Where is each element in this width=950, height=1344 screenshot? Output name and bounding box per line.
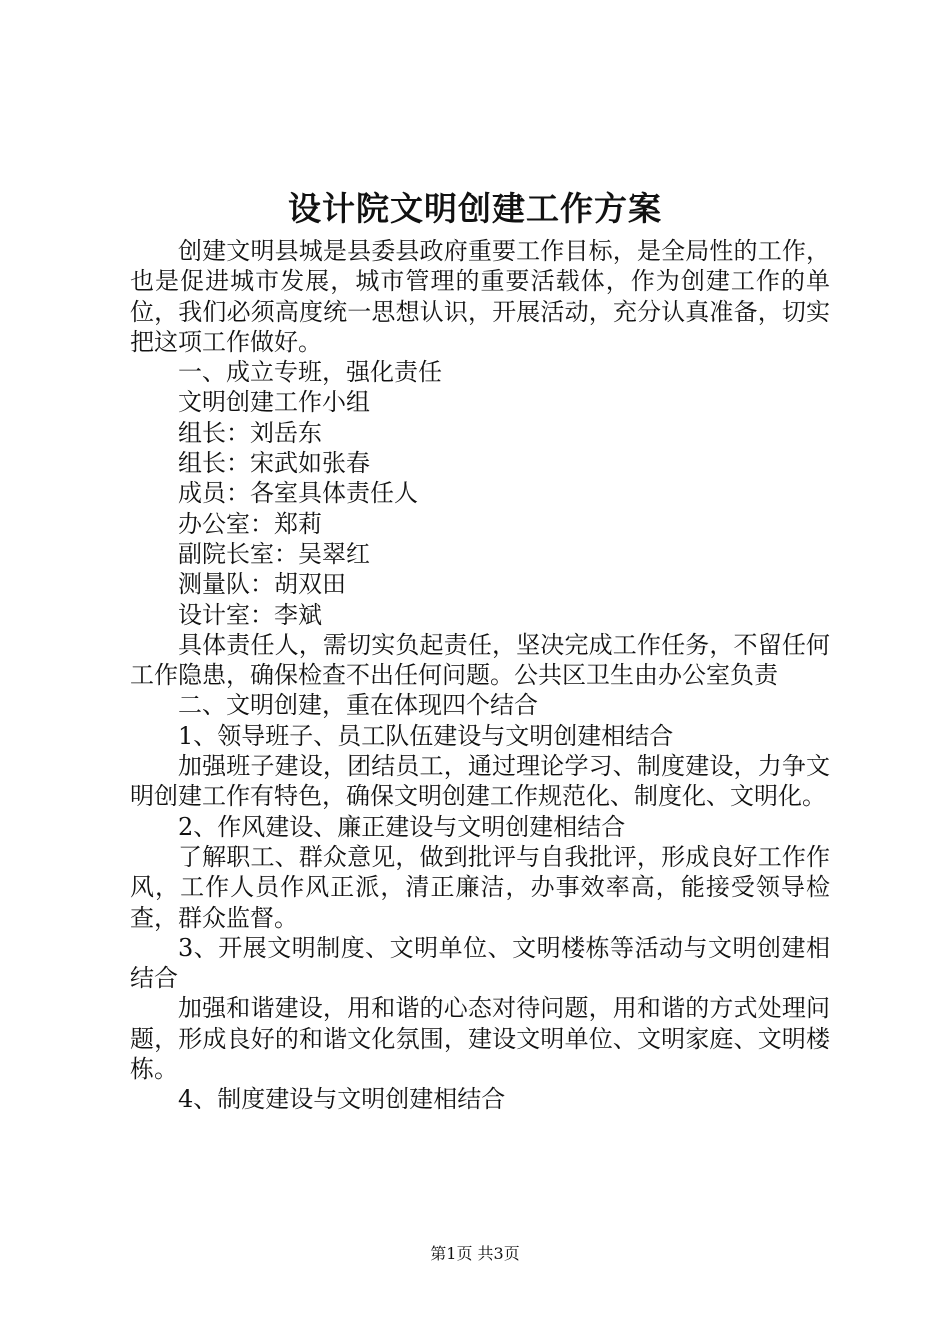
member-line: 副院长室：吴翠红: [178, 539, 370, 568]
member-line: 组长：宋武如张春: [178, 449, 370, 478]
section-heading-1: 一、成立专班，强化责任: [178, 358, 442, 387]
paragraph-body: 加强班子建设，团结员工，通过理论学习、制度建设，力争文明创建工作有特色，确保文明创建工作规范化、制度化、文明化。: [130, 752, 830, 811]
page-number: 第1页 共3页: [430, 1244, 520, 1263]
member-line: 组长：刘岳东: [178, 418, 322, 447]
paragraph-body: 加强和谐建设，用和谐的心态对待问题，用和谐的方式处理问题，形成良好的和谐文化氛围，建设文明单位、文明家庭、文明楼栋。: [130, 994, 830, 1084]
subsection-heading: 2、作风建设、廉正建设与文明创建相结合: [178, 812, 626, 841]
document-body: [130, 236, 830, 1115]
section-heading-2: 二、文明创建，重在体现四个结合: [178, 691, 538, 720]
member-line: 成员：各室具体责任人: [178, 479, 418, 508]
subsection-heading: 4、制度建设与文明创建相结合: [178, 1085, 506, 1114]
document-title: 设计院文明创建工作方案: [288, 189, 662, 228]
group-name: 文明创建工作小组: [178, 388, 370, 417]
subsection-heading: 1、领导班子、员工队伍建设与文明创建相结合: [178, 721, 674, 750]
paragraph-responsibility: 具体责任人，需切实负起责任，坚决完成工作任务，不留任何工作隐患，确保检查不出任何问题。公共区卫生由办公室负责: [130, 630, 830, 690]
member-line: 办公室：郑莉: [178, 509, 322, 538]
subsection-heading: 3、开展文明制度、文明单位、文明楼栋等活动与文明创建相结合: [130, 933, 830, 993]
member-line: 测量队：胡双田: [178, 570, 346, 599]
paragraph-body: 了解职工、群众意见，做到批评与自我批评，形成良好工作作风，工作人员作风正派，清正廉洁，办事效率高，能接受领导检查，群众监督。: [130, 842, 830, 932]
member-line: 设计室：李斌: [178, 600, 322, 629]
paragraph-intro: 创建文明县城是县委县政府重要工作目标，是全局性的工作，也是促进城市发展，城市管理的重要活载体，作为创建工作的单位，我们必须高度统一思想认识，开展活动，充分认真准备，切实把这项工作做好。: [130, 237, 830, 356]
